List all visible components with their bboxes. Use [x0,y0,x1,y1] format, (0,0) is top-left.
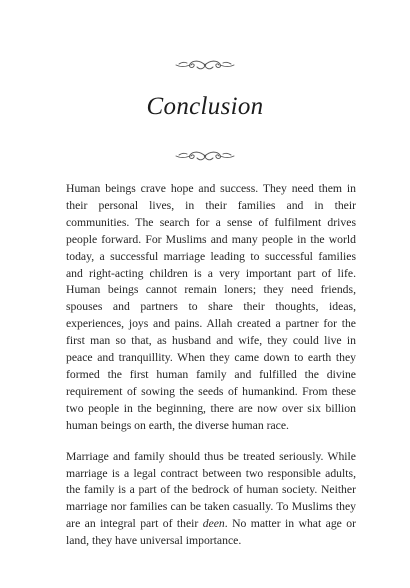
paragraph-1: Human beings crave hope and success. They need them in their personal lives, in their families and in their communities. The search for a sense of fulfilment drives people forward. For Muslims and many people in the world today, a successful marriage leading to successful families and right-acting children is a very important part of life. Human beings cannot remain loners; they need friends, spouses and partners to share their thoughts, ideas, experiences, joys and pains. Allah created a partner for the first man so that, as husband and wife, they could live in peace and tranquillity. When they came down to earth they formed the first human family and fulfilled the divine requirement of sowing the seeds of humankind. From these two people in the beginning, there are now over six billion human beings on earth, the diverse human race. [66,182,356,432]
chapter-title: Conclusion [146,93,264,120]
paragraph-2 [66,449,356,550]
emphasized-word: deen [202,517,225,531]
body-text [66,181,356,550]
flourish-ornament-icon [173,148,237,164]
paragraph-2-ending: . No matter in what age or land, they have universal importance. [66,517,356,548]
paragraph-2-text: Marriage and family should thus be treated seriously. While marriage is a legal contract between two responsible adults, the family is a part of the bedrock of human society. Neither marriage nor families can be taken casually. To Muslims they are an integral part of their [66,449,356,531]
flourish-ornament-icon [173,57,237,73]
